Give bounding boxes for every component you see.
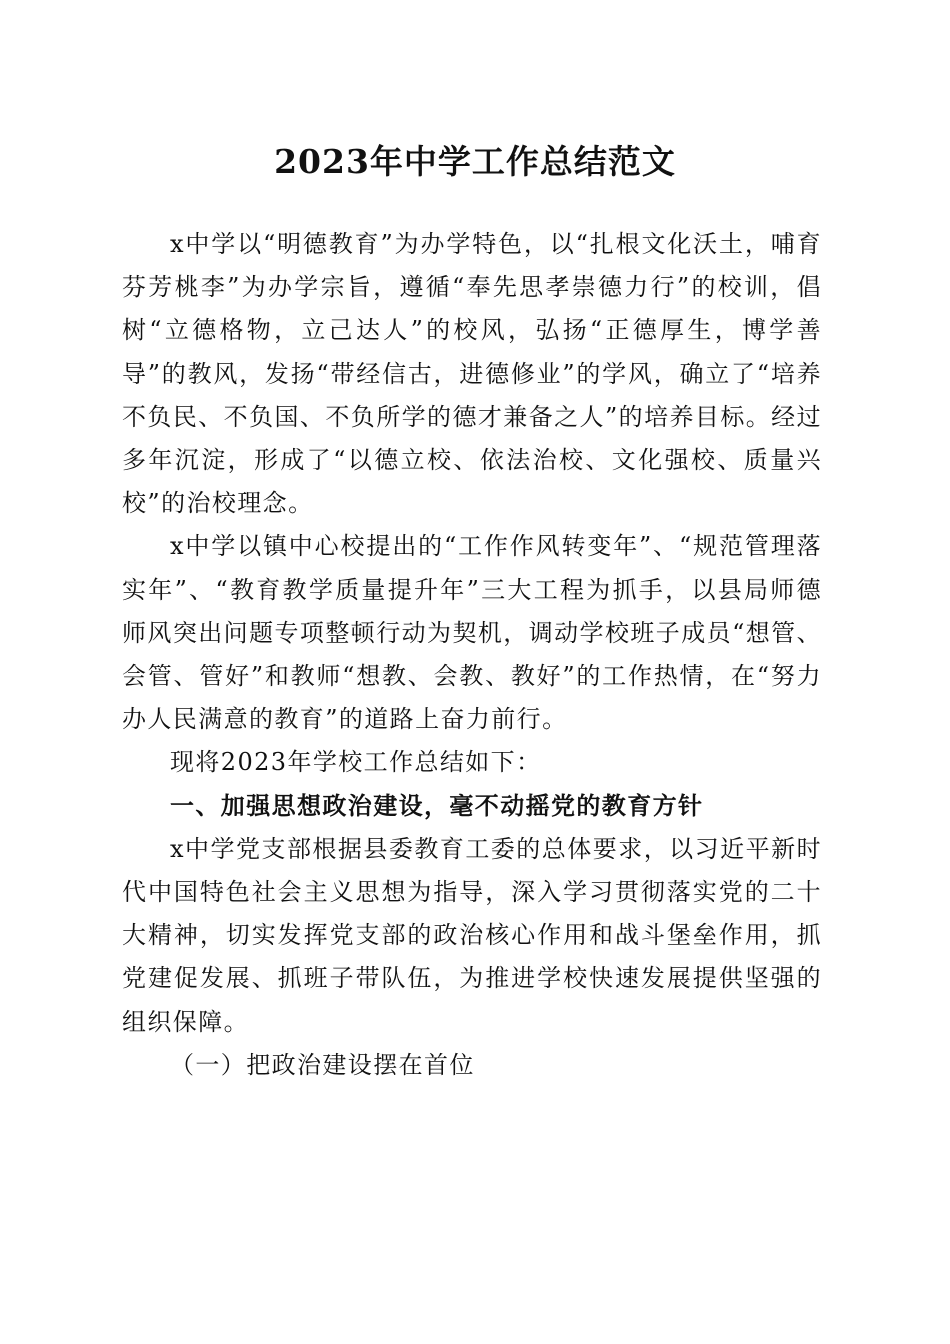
intro-paragraph-1: x中学以“明德教育”为办学特色，以“扎根文化沃土，哺育芬芳桃李”为办学宗旨，遵循“奉先思孝崇德力行”的校训，倡树“立德格物，立己达人”的校风，弘扬“正德厚生，博学善导”的教风，发扬“带经信古，进德修业”的学风，确立了“培养不负民、不负国、不负所学的德才兼备之人”的培养目标。经过多年沉淀，形成了“以德立校、依法治校、文化强校、质量兴校”的治校理念。	[122, 230, 822, 518]
document-body	[122, 223, 822, 1087]
intro-paragraph-2: x中学以镇中心校提出的“工作作风转变年”、“规范管理落实年”、“教育教学质量提升年”三大工程为抓手，以县局师德师风突出问题专项整顿行动为契机，调动学校班子成员“想管、会管、管好”和教师“想教、会教、教好”的工作热情，在“努力办人民满意的教育”的道路上奋力前行。	[122, 532, 822, 734]
section-1-subheading: （一）把政治建设摆在首位	[170, 1050, 475, 1079]
document-title: 2023年中学工作总结范文	[274, 142, 676, 181]
section-1-heading: 一、加强思想政治建设，毫不动摇党的教育方针	[170, 791, 704, 820]
section-1-paragraph: x中学党支部根据县委教育工委的总体要求，以习近平新时代中国特色社会主义思想为指导，深入学习贯彻落实党的二十大精神，切实发挥党支部的政治核心作用和战斗堡垒作用，抓党建促发展、抓班子带队伍，为推进学校快速发展提供坚强的组织保障。	[122, 834, 822, 1036]
intro-paragraph-3: 现将2023年学校工作总结如下：	[170, 748, 542, 777]
